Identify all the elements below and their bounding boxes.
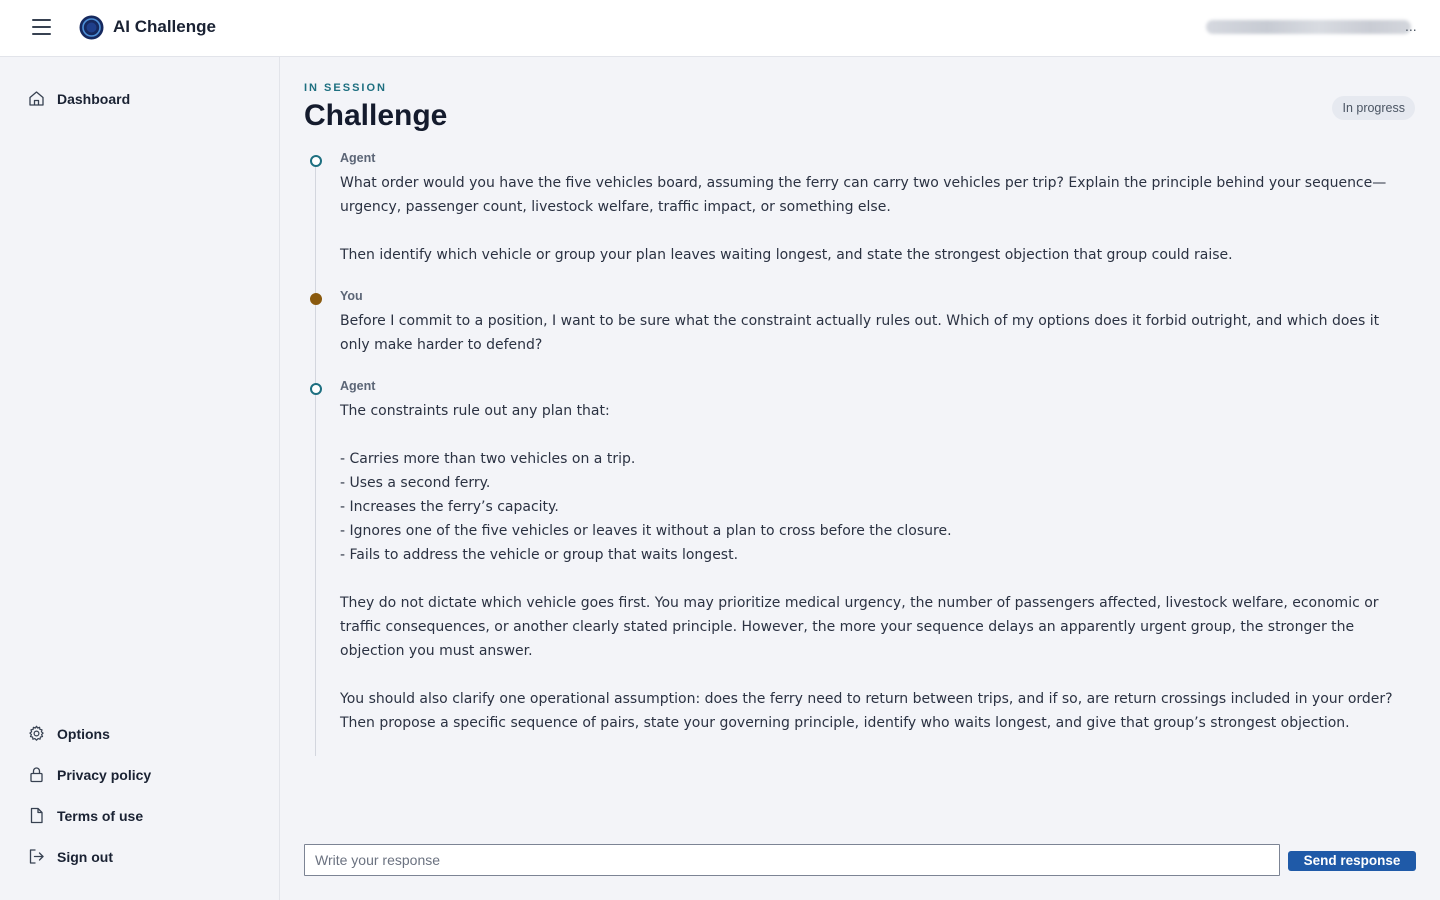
status-badge: In progress	[1332, 96, 1415, 120]
message-author: Agent	[340, 379, 376, 393]
agent-marker-icon	[310, 383, 322, 395]
sidebar-item-privacy-policy[interactable]	[28, 766, 151, 783]
circle-logo-icon	[79, 15, 104, 40]
user-marker-icon	[310, 293, 322, 305]
app-title: AI Challenge	[113, 17, 216, 36]
sidebar-item-terms-of-use[interactable]	[28, 807, 143, 824]
message-user	[340, 289, 1410, 357]
sidebar-item-sign-out[interactable]	[28, 848, 113, 865]
sign-out-icon	[28, 848, 45, 865]
gear-icon	[28, 725, 45, 742]
document-icon	[28, 807, 45, 824]
hamburger-menu-icon[interactable]	[32, 19, 51, 35]
sidebar-item-dashboard[interactable]	[28, 90, 130, 107]
message-author: Agent	[340, 151, 376, 165]
send-response-button[interactable]: Send response	[1288, 851, 1416, 871]
sidebar-item-label: Sign out	[57, 848, 113, 865]
message-author: You	[340, 289, 363, 303]
response-input[interactable]	[304, 844, 1280, 876]
user-account-name[interactable]	[1206, 20, 1411, 34]
message-text: The constraints rule out any plan that: - Carries more than two vehicles on a trip. - Uses a second ferry. - Increases the ferry’s capacity. - Ignores one of the five vehicles or leaves it without a plan to cross before the closure. - Fails to address the vehicle or group that waits longest. They do not dictate which vehicle goes first. You may prioritize medical urgency, the number of passengers affected, livestock welfare, economic or traffic consequences, or another clearly stated principle. However, the more your sequence delays an apparently urgent group, the stronger the objection you must answer. You should also clarify one operational assumption: does the ferry need to return between trips, and if so, are return crossings included in your order? Then propose a specific sequence of pairs, state your governing principle, identify who waits longest, and give that group’s strongest objection.	[340, 403, 1393, 731]
message-text: What order would you have the five vehicles board, assuming the ferry can carry two vehicles per trip? Explain the principle behind your sequence—urgency, passenger count, livestock welfare, traffic impact, or something else. Then identify which vehicle or group your plan leaves waiting longest, and state the strongest objection that group could raise.	[340, 175, 1387, 263]
timeline-line	[315, 159, 316, 756]
sidebar-item-label: Terms of use	[57, 807, 144, 824]
lock-icon	[28, 766, 45, 783]
sidebar-item-label: Privacy policy	[57, 766, 152, 783]
message-agent	[340, 379, 1410, 735]
page-title: Challenge	[304, 99, 448, 132]
sidebar-item-label: Options	[57, 725, 110, 742]
main-content	[280, 57, 1440, 900]
session-eyebrow: IN SESSION	[304, 82, 387, 94]
message-agent	[340, 151, 1410, 267]
sidebar-item-label: Dashboard	[57, 90, 131, 107]
user-account-ellipsis[interactable]: ...	[1405, 18, 1417, 34]
sidebar-item-options[interactable]	[28, 725, 110, 742]
sidebar	[0, 57, 280, 900]
message-text: Before I commit to a position, I want to be sure what the constraint actually rules out. Which of my options does it forbid outright, and which does it only make harder to defend?	[340, 313, 1384, 353]
agent-marker-icon	[310, 155, 322, 167]
top-bar	[0, 0, 1440, 57]
home-icon	[28, 90, 45, 107]
